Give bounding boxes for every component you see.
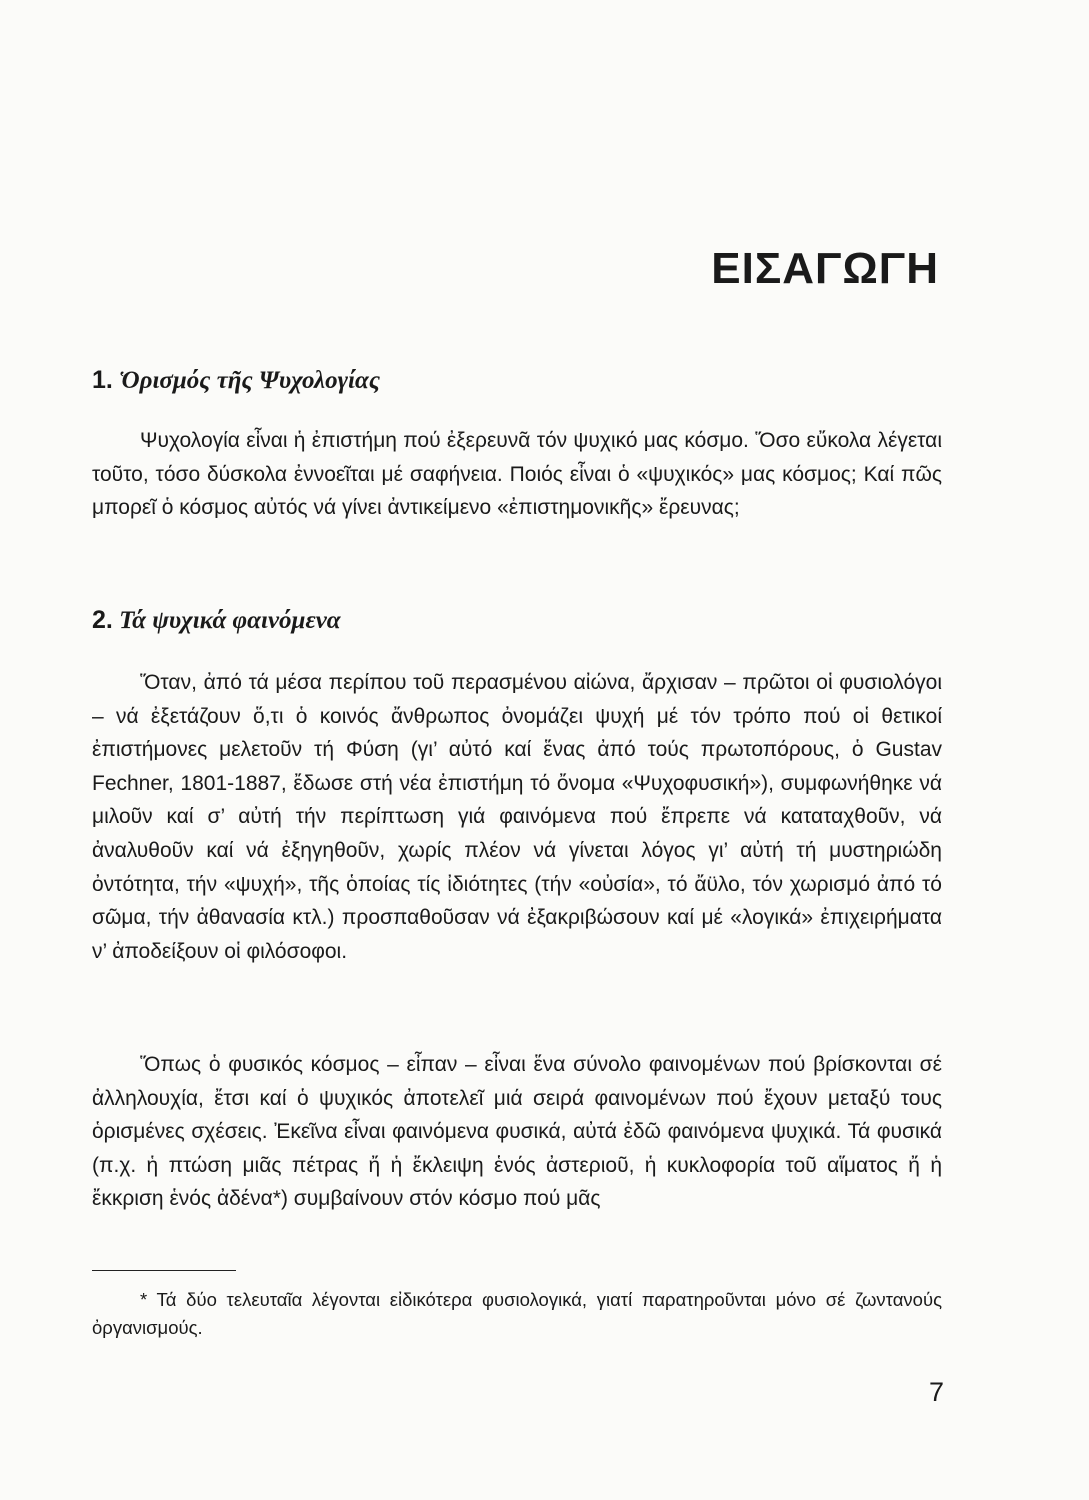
page-number: 7 bbox=[928, 1377, 944, 1407]
section-2-paragraph-2-text: Ὅπως ὁ φυσικός κόσμος – εἶπαν – εἶναι ἕνα σύνολο φαινομένων πού βρίσκονται σέ ἀλληλουχία, ἔτσι καί ὁ ψυχικός ἀποτελεῖ μιά σειρά φαινομένων πού ἔχουν μεταξύ τους ὁρισμένες σχέσεις. Ἐκεῖνα εἶναι φαινόμενα φυσικά, αὐτά ἐδῶ φαινόμενα ψυχικά. Τά φυσικά (π.χ. ἡ πτώση μιᾶς πέτρας ἤ ἡ ἔκλειψη ἑνός ἀστεριοῦ, ἡ κυκλοφορία τοῦ αἵματος ἤ ἡ ἔκκριση ἑνός ἀδένα*) συμβαίνουν στόν κόσμο πού μᾶς bbox=[92, 1053, 942, 1211]
section-2-paragraph-2 bbox=[92, 1048, 942, 1216]
footnote-text: * Τά δύο τελευταῖα λέγονται εἰδικότερα φυσιολογικά, γιατί παρατηροῦνται μόνο σέ ζωντανούς ὀργανισμούς. bbox=[92, 1289, 942, 1338]
section-number-2: 2. bbox=[92, 606, 113, 634]
section-title-1: Ὁρισμός τῆς Ψυχολογίας bbox=[119, 367, 380, 394]
section-number-1: 1. bbox=[92, 366, 113, 394]
section-2-paragraph-1-text: Ὅταν, ἀπό τά μέσα περίπου τοῦ περασμένου αἰώνα, ἄρχισαν – πρῶτοι οἱ φυσιολόγοι – νά ἐξετάζουν ὅ,τι ὁ κοινός ἄνθρωπος ὀνομάζει ψυχή μέ τόν τρόπο πού οἱ θετικοί ἐπιστήμονες μελετοῦν τή Φύση (γι’ αὐτό καί ἕνας ἀπό τούς πρωτοπόρους, ὁ Gustav Fechner, 1801-1887, ἔδωσε στή νέα ἐπιστήμη τό ὄνομα «Ψυχοφυσική»), συμφωνήθηκε νά μιλοῦν καί σ’ αὐτή τήν περίπτωση γιά φαινόμενα πού ἔπρεπε νά καταταχθοῦν, νά ἀναλυθοῦν καί νά ἐξηγηθοῦν, χωρίς πλέον νά γίνεται λόγος γι’ αὐτή τή μυστηριώδη ὀντότητα, τήν «ψυχή», τῆς ὁποίας τίς ἰδιότητες (τήν «οὐσία», τό ἄϋλο, τόν χωρισμό ἀπό τό σῶμα, τήν ἀθανασία κτλ.) προσπαθοῦσαν νά ἐξακριβώσουν καί μέ «λογικά» ἐπιχειρήματα ν’ ἀποδείξουν οἱ φιλόσοφοι. bbox=[92, 671, 942, 963]
section-heading-2 bbox=[92, 606, 341, 635]
section-title-2: Τά ψυχικά φαινόμενα bbox=[119, 607, 341, 634]
section-heading-1 bbox=[92, 366, 380, 395]
footnote bbox=[92, 1286, 942, 1342]
section-1-paragraph-text: Ψυχολογία εἶναι ἡ ἐπιστήμη πού ἐξερευνᾶ τόν ψυχικό μας κόσμο. Ὅσο εὔκολα λέγεται τοῦτο, τόσο δύσκολα ἐννοεῖται μέ σαφήνεια. Ποιός εἶναι ὁ «ψυχικός» μας κόσμος; Καί πῶς μπορεῖ ὁ κόσμος αὐτός νά γίνει ἀντικείμενο «ἐπιστημονικῆς» ἔρευνας; bbox=[92, 429, 942, 520]
footnote-divider bbox=[92, 1270, 236, 1271]
section-1-paragraph bbox=[92, 424, 942, 525]
section-2-paragraph-1 bbox=[92, 666, 942, 968]
chapter-title: ΕΙΣΑΓΩΓΗ bbox=[711, 244, 939, 293]
